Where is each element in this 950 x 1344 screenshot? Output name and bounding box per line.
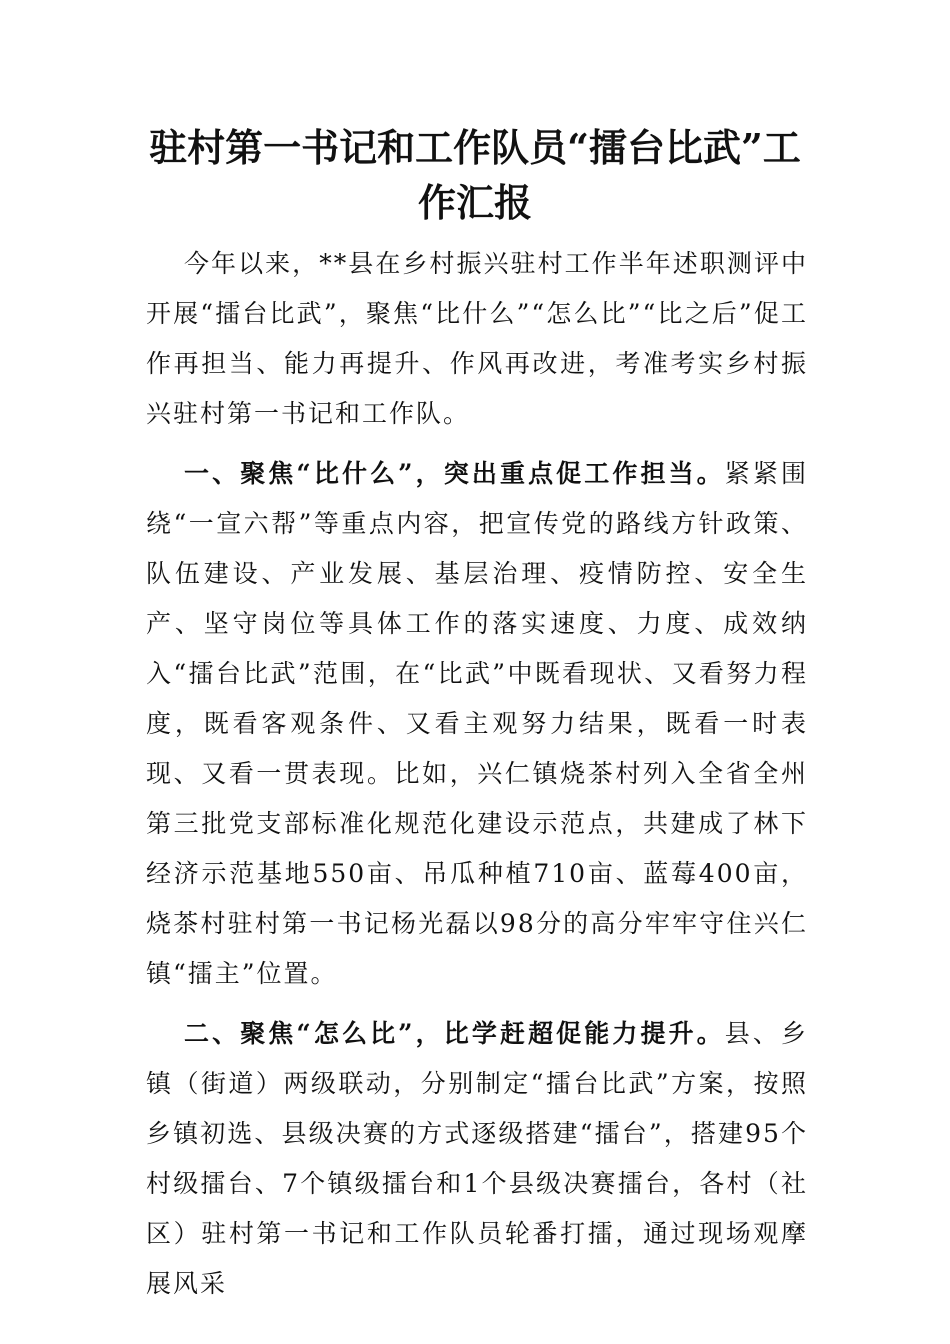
paragraph-section-1	[146, 449, 808, 999]
paragraph-text: 县、乡镇（街道）两级联动，分别制定“擂台比武”方案，按照乡镇初选、县级决赛的方式逐级搭建“擂台”，搭建95个村级擂台、7个镇级擂台和1个县级决赛擂台，各村（社区）驻村第一书记和工作队员轮番打擂，通过现场观摩展风采	[146, 1019, 808, 1298]
section-heading: 二、聚焦“怎么比”，比学赶超促能力提升。	[184, 1019, 725, 1048]
paragraph-intro	[146, 239, 808, 439]
document-body	[146, 239, 808, 1309]
document-title: 驻村第一书记和工作队员“擂台比武”工作汇报	[149, 125, 801, 225]
paragraph-text: 紧紧围绕“一宣六帮”等重点内容，把宣传党的路线方针政策、队伍建设、产业发展、基层治理、疫情防控、安全生产、坚守岗位等具体工作的落实速度、力度、成效纳入“擂台比武”范围，在“比武”中既看现状、又看努力程度，既看客观条件、又看主观努力结果，既看一时表现、又看一贯表现。比如，兴仁镇烧茶村列入全省全州第三批党支部标准化规范化建设示范点，共建成了林下经济示范基地550亩、吊瓜种植710亩、蓝莓400亩，烧茶村驻村第一书记杨光磊以98分的高分牢牢守住兴仁镇“擂主”位置。	[146, 459, 808, 988]
section-heading: 一、聚焦“比什么”，突出重点促工作担当。	[184, 459, 725, 488]
paragraph-section-2	[146, 1009, 808, 1309]
paragraph-text: 今年以来，**县在乡村振兴驻村工作半年述职测评中开展“擂台比武”，聚焦“比什么”“怎么比”“比之后”促工作再担当、能力再提升、作风再改进，考准考实乡村振兴驻村第一书记和工作队。	[146, 249, 808, 428]
